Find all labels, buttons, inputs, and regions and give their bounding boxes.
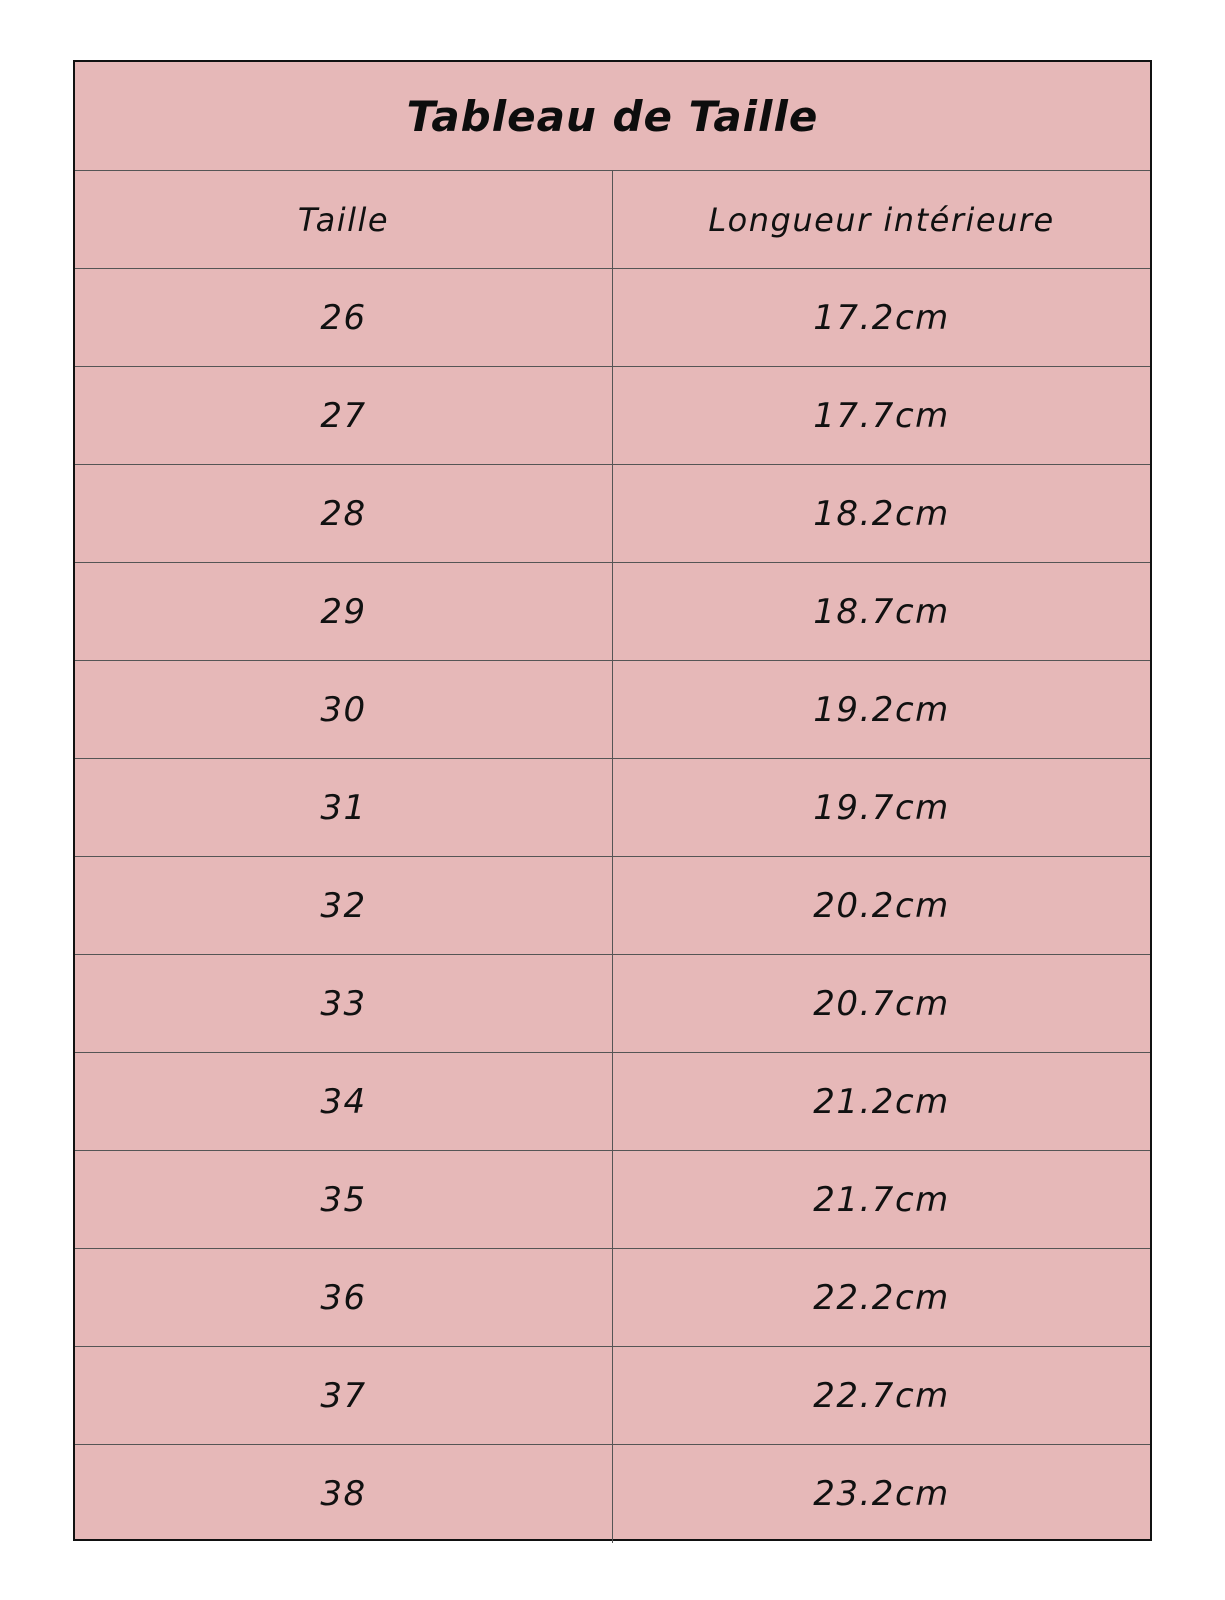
- table-header-row: [75, 171, 1150, 269]
- table-row: [75, 563, 1150, 661]
- length-cell: 21.7cm: [813, 1179, 950, 1220]
- length-cell: 23.2cm: [813, 1474, 950, 1514]
- column-header-inner-length: Longueur intérieure: [708, 200, 1055, 239]
- size-cell: 36: [75, 1249, 613, 1346]
- table-row: [75, 1053, 1150, 1151]
- length-cell: 18.7cm: [813, 591, 950, 632]
- length-cell: 20.2cm: [813, 885, 950, 926]
- size-cell: 38: [75, 1445, 613, 1543]
- length-cell: 17.2cm: [813, 297, 950, 338]
- length-cell: 19.2cm: [813, 689, 950, 730]
- table-row: [75, 1249, 1150, 1347]
- size-cell: 29: [75, 563, 613, 660]
- table-row: [75, 1445, 1150, 1543]
- table-row: [75, 955, 1150, 1053]
- size-cell: 31: [75, 759, 613, 856]
- table-row: [75, 857, 1150, 955]
- size-cell: 37: [75, 1347, 613, 1444]
- length-cell: 21.2cm: [813, 1081, 950, 1122]
- size-cell: 34: [75, 1053, 613, 1150]
- table-row: [75, 1151, 1150, 1249]
- length-cell: 18.2cm: [813, 493, 950, 534]
- size-cell: 26: [75, 269, 613, 366]
- length-cell: 22.2cm: [813, 1277, 950, 1318]
- table-row: [75, 759, 1150, 857]
- size-cell: 33: [75, 955, 613, 1052]
- size-cell: 28: [75, 465, 613, 562]
- table-title: Tableau de Taille: [406, 91, 819, 141]
- size-cell: 35: [75, 1151, 613, 1248]
- size-chart-table: [73, 60, 1152, 1541]
- column-header-size: Taille: [75, 171, 613, 268]
- table-row: [75, 661, 1150, 759]
- table-row: [75, 367, 1150, 465]
- length-cell: 22.7cm: [813, 1375, 950, 1416]
- length-cell: 19.7cm: [813, 787, 950, 828]
- size-cell: 30: [75, 661, 613, 758]
- table-row: [75, 269, 1150, 367]
- size-cell: 32: [75, 857, 613, 954]
- length-cell: 20.7cm: [813, 983, 950, 1024]
- length-cell: 17.7cm: [813, 395, 950, 436]
- table-row: [75, 1347, 1150, 1445]
- table-title-row: [75, 62, 1150, 171]
- table-row: [75, 465, 1150, 563]
- size-cell: 27: [75, 367, 613, 464]
